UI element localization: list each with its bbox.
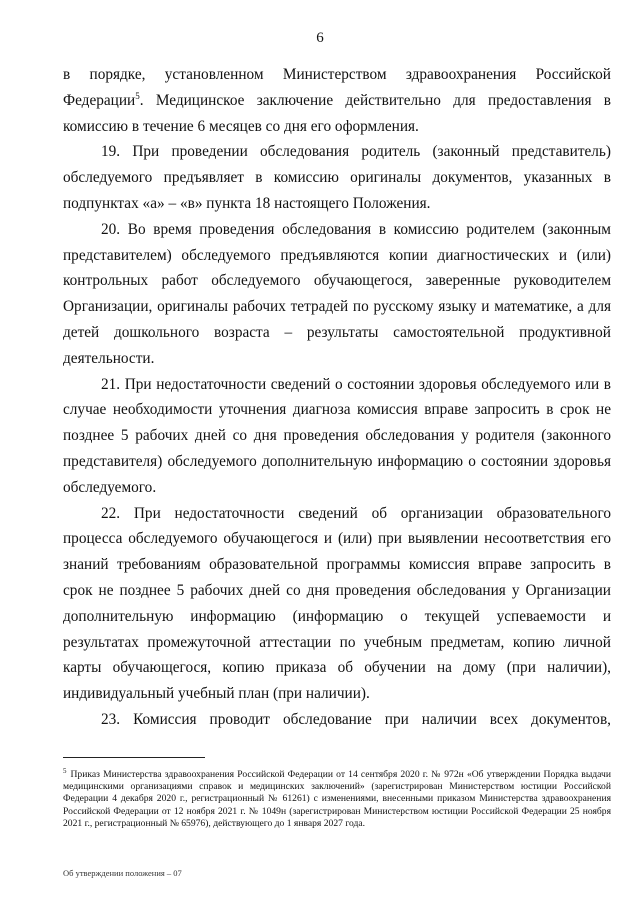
paragraph-19: 19. При проведении обследования родитель (законный представитель) обследуемого предъявляет в комиссию оригиналы документов, указанных в подпунктах «а» – «в» пункта 18 настоящего Положения. [63,143,611,212]
paragraph-20: 20. Во время проведения обследования в комиссию родителем (законным представителем) обследуемого предъявляются копии диагностических и (или) контрольных работ обследуемого обучающегося, заверенные руководителем Организации, оригиналы рабочих тетрадей по русскому языку и математике, а для детей дошкольного возраста – результаты самостоятельной продуктивной деятельности. [63,220,611,367]
paragraph-text: . Медицинское заключение действительно для предоставления в комиссию в течение 6 месяцев со дня его оформления. [63,91,611,135]
footnote-reference: 5 [135,90,140,101]
paragraph-23: 23. Комиссия проводит обследование при наличии всех документов, [101,710,611,728]
paragraph-text: в порядке, установленном Министерством здравоохранения Российской Федерации [63,66,611,109]
footnote [63,766,611,830]
paragraph-continuation [63,62,611,139]
footer-label: Об утверждении положения – 07 [63,868,182,878]
footnote-text: Приказ Министерства здравоохранения Российской Федерации от 14 сентября 2020 г. № 972н «Об утверждении Порядка выдачи медицинскими организациями справок и медицинских заключений» (зарегистрирован Министерством юстиции Российской Федерации 4 декабря 2020 г., регистрационный № 61261) с изменениями, внесенными приказом Министерства здравоохранения Российской Федерации от 12 ноября 2021 г. № 1049н (зарегистрирован Министерством юстиции Российской Федерации 25 ноября 2021 г., регистрационный № 65976), действующего до 1 января 2027 года. [63,769,611,829]
footnote-divider [63,757,205,758]
footnote-mark: 5 [63,766,67,775]
paragraph-21: 21. При недостаточности сведений о состоянии здоровья обследуемого или в случае необходимости уточнения диагноза комиссия вправе запросить в срок не позднее 5 рабочих дней со дня проведения обследования у родителя (законного представителя) обследуемого дополнительную информацию о состоянии здоровья обследуемого. [63,375,611,496]
page-number: 6 [316,30,324,46]
document-body [63,62,611,733]
paragraph-22: 22. При недостаточности сведений об организации образовательного процесса обследуемого обучающегося и (или) при выявлении несоответствия его знаний требованиям образовательной программы комиссия вправе запросить в срок не позднее 5 рабочих дней со дня проведения обследования у Организации дополнительную информацию (информацию о текущей успеваемости и результатах промежуточной аттестации по учебным предметам, копию личной карты обучающегося, копию приказа об обучении на дому (при наличии), индивидуальный учебный план (при наличии). [63,504,611,703]
